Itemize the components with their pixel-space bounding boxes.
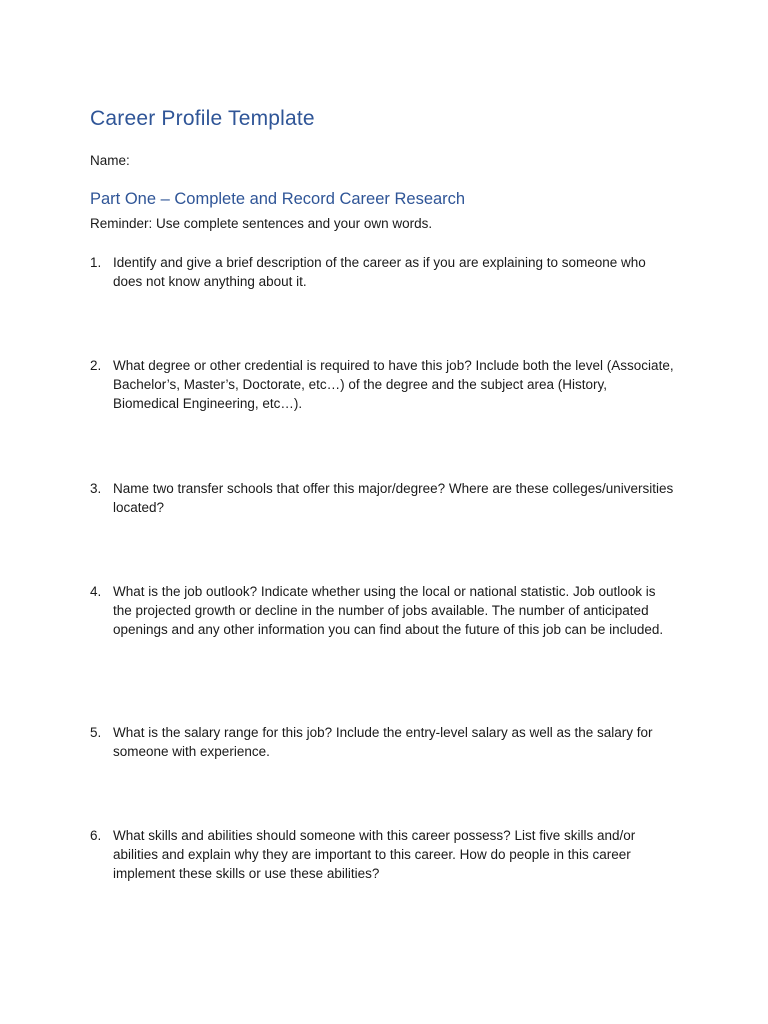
question-text: What is the salary range for this job? Include the entry-level salary as well as the salary for someone with experience. xyxy=(113,725,653,759)
question-number: 3. xyxy=(90,481,102,496)
question-text: Identify and give a brief description of the career as if you are explaining to someone who does not know anything about it. xyxy=(113,255,646,289)
question-4 xyxy=(90,582,675,639)
question-number: 5. xyxy=(90,725,102,740)
question-text: What is the job outlook? Indicate whether using the local or national statistic. Job outlook is the projected growth or decline in the number of jobs available. The number of anticipated openings and any other information you can find about the future of this job can be included. xyxy=(113,584,664,637)
question-text: What degree or other credential is required to have this job? Include both the level (Associate, Bachelor’s, Master’s, Doctorate, etc…) of the degree and the subject area (History, Biomedical Engineering, etc…). xyxy=(113,358,674,411)
question-5 xyxy=(90,723,675,761)
page-title: Career Profile Template xyxy=(90,107,315,130)
question-text: Name two transfer schools that offer this major/degree? Where are these colleges/universities located? xyxy=(113,481,674,515)
question-number: 1. xyxy=(90,255,102,270)
question-1 xyxy=(90,253,675,291)
name-label: Name: xyxy=(90,153,130,168)
reminder-text: Reminder: Use complete sentences and your own words. xyxy=(90,216,433,231)
question-2 xyxy=(90,356,675,413)
part-one-heading: Part One – Complete and Record Career Research xyxy=(90,190,466,208)
question-number: 2. xyxy=(90,358,102,373)
question-number: 4. xyxy=(90,584,102,599)
question-6 xyxy=(90,826,675,883)
question-3 xyxy=(90,479,675,517)
question-text: What skills and abilities should someone with this career possess? List five skills and/or abilities and explain why they are important to this career. How do people in this career implement these skills or use these abilities? xyxy=(113,828,636,881)
question-number: 6. xyxy=(90,828,102,843)
